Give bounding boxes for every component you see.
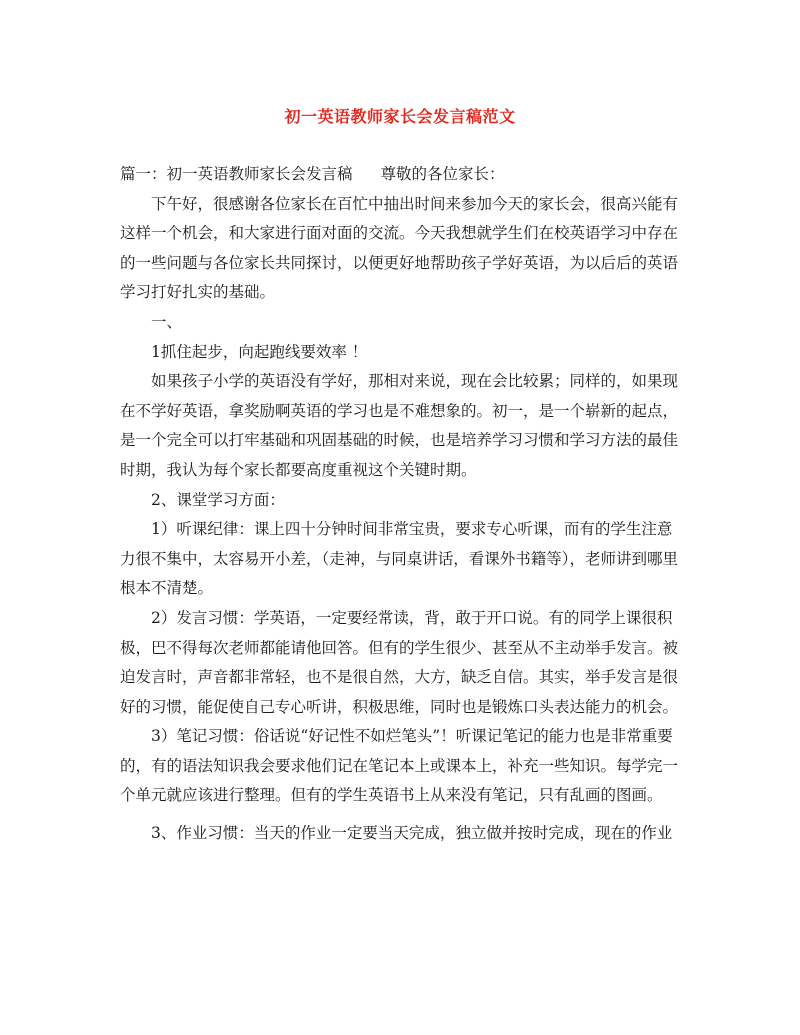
paragraph-start-detail: 如果孩子小学的英语没有学好，那相对来说，现在会比较累；同样的，如果现在不学好英语，拿奖励啊英语的学习也是不难想象的。初一，是一个崭新的起点，是一个完全可以打牢基础和巩固基础的时候，也是培养学习习惯和学习方法的最佳时期，我认为每个家长都要高度重视这个关键时期。 xyxy=(120,372,679,479)
paragraph-point-start: 1抓住起步，向起跑线要效率 ！ xyxy=(151,342,368,361)
paragraph-section-one: 一、 xyxy=(151,312,183,331)
salutation: 尊敬的各位家长： xyxy=(380,165,505,183)
section-heading-title: 篇一：初一英语教师家长会发言稿 xyxy=(120,165,353,183)
section-heading xyxy=(120,160,680,190)
document-title: 初一英语教师家长会发言稿范文 xyxy=(284,107,516,126)
paragraph-speaking-habit: 2）发言习惯：学英语，一定要经常读，背，敢于开口说。有的同学上课很积极，巴不得每次老师都能请他回答。但有的学生很少、甚至从不主动举手发言。被迫发言时，声音都非常轻，也不是很自然，大方，缺乏自信。其实，举手发言是很好的习惯，能促使自己专心听讲，积极思维，同时也是锻炼口头表达能力的机会。 xyxy=(120,608,679,716)
document-body xyxy=(120,160,680,849)
paragraph-classroom-heading: 2、课堂学习方面： xyxy=(151,490,285,509)
paragraph-homework-habit: 3、作业习惯：当天的作业一定要当天完成，独立做并按时完成，现在的作业 xyxy=(151,824,673,843)
paragraph-listening-discipline: 1）听课纪律：课上四十分钟时间非常宝贵，要求专心听课，而有的学生注意力很不集中，太容易开小差，（走神，与同桌讲话，看课外书籍等），老师讲到哪里根本不清楚。 xyxy=(120,520,679,598)
paragraph-note-habit: 3）笔记习惯：俗话说“好记性不如烂笔头”！听课记笔记的能力也是非常重要的，有的语法知识我会要求他们记在笔记本上或课本上，补充一些知识。每学完一个单元就应该进行整理。但有的学生英语书上从来没有笔记，只有乱画的图画。 xyxy=(120,727,679,805)
paragraph-greeting: 下午好，很感谢各位家长在百忙中抽出时间来参加今天的家长会，很高兴能有这样一个机会，和大家进行面对面的交流。今天我想就学生们在校英语学习中存在的一些问题与各位家长共同探讨，以便更好地帮助孩子学好英语，为以后后的英语学习打好扎实的基础。 xyxy=(120,194,679,302)
